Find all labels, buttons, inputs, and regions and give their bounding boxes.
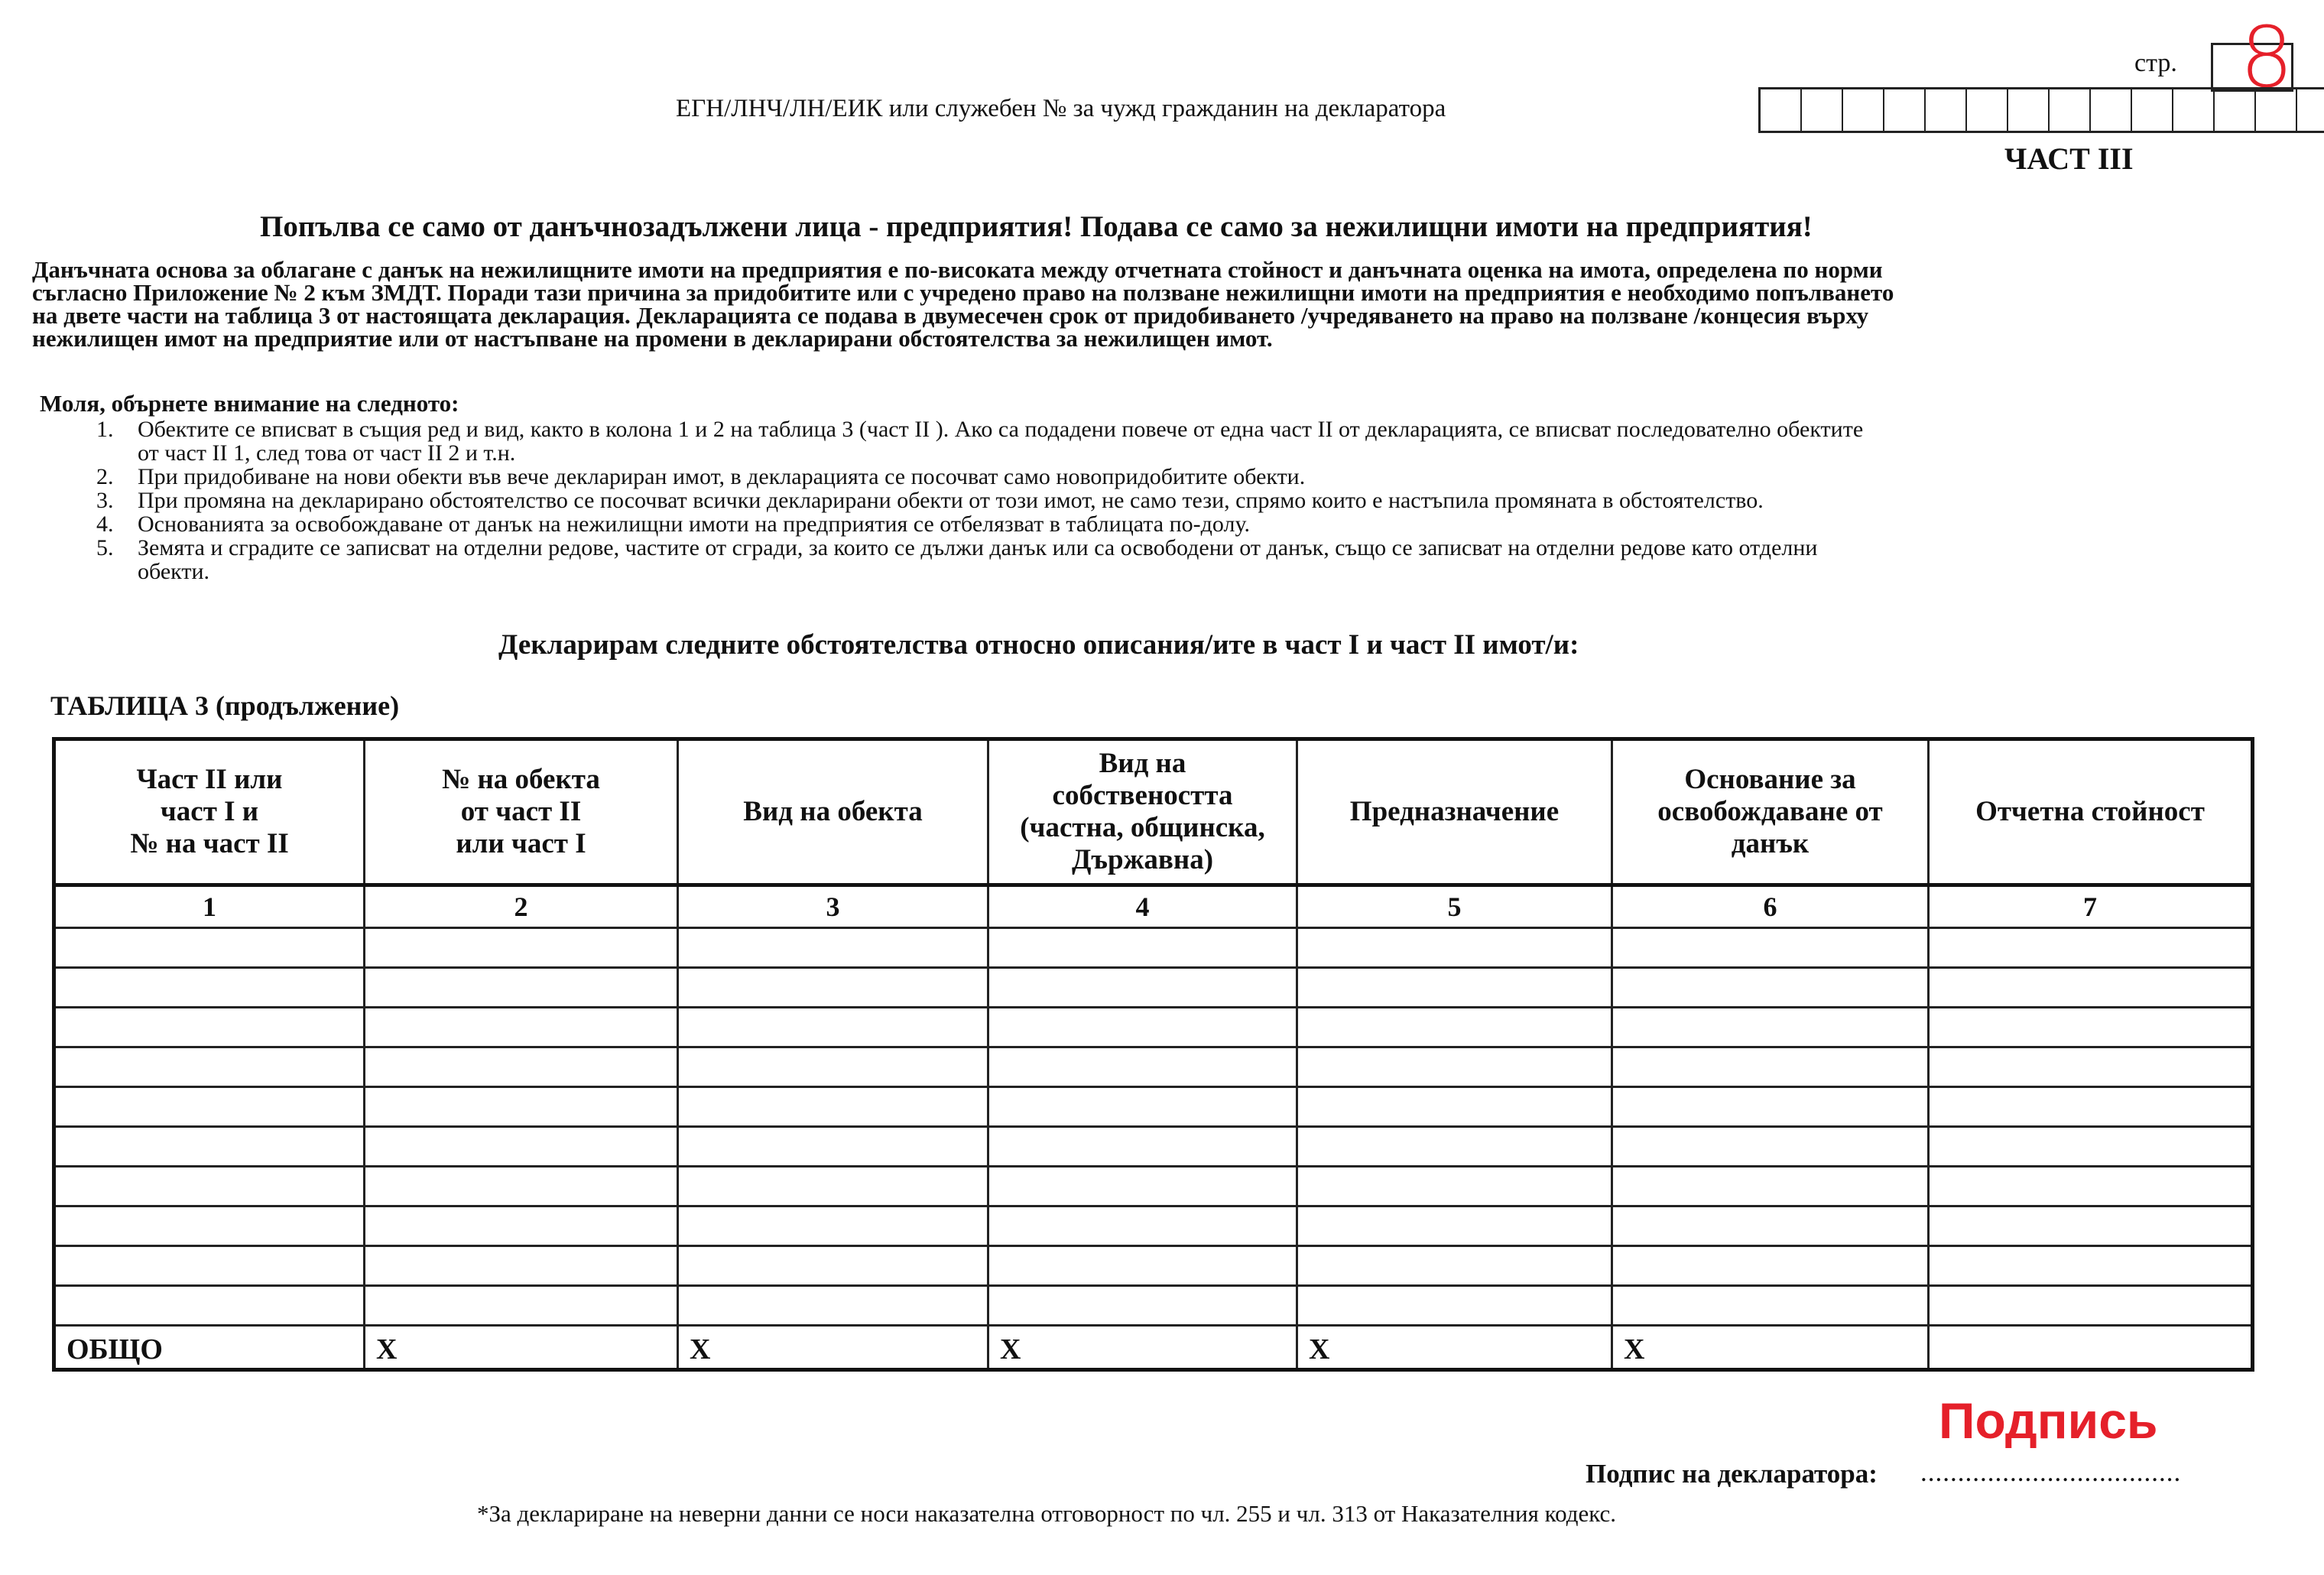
column-number: 2 <box>365 885 678 928</box>
table-cell[interactable] <box>54 1087 365 1127</box>
signature-label: Подпис на декларатора: <box>1586 1459 1878 1489</box>
table-cell[interactable] <box>988 1246 1297 1286</box>
id-digit-box[interactable] <box>2091 89 2132 131</box>
table-cell[interactable] <box>678 1246 988 1286</box>
signature-red-label: Подпись <box>1939 1392 2158 1449</box>
notice-item-number: 5. <box>96 535 114 560</box>
total-cell[interactable]: X <box>1612 1326 1929 1370</box>
table-cell[interactable] <box>988 928 1297 968</box>
id-number-boxes[interactable] <box>1758 87 2324 133</box>
table-cell[interactable] <box>54 1127 365 1167</box>
notice-item <box>96 512 2298 536</box>
notice-item-text: При промяна на декларирано обстоятелство се посочват всички декларирани обекти от този имот, не само тези, спрямо които е настъпила промяната в обстоятелство. <box>138 488 1764 513</box>
table-cell[interactable] <box>1612 1286 1929 1326</box>
column-header-5: Предназначение <box>1297 739 1612 885</box>
table-cell[interactable] <box>988 1087 1297 1127</box>
column-header-2: № на обекта от част II или част I <box>365 739 678 885</box>
table-cell[interactable] <box>1929 1246 2253 1286</box>
table-cell[interactable] <box>365 1127 678 1167</box>
table-cell[interactable] <box>1297 1167 1612 1206</box>
table-cell[interactable] <box>1297 1206 1612 1246</box>
column-header-3: Вид на обекта <box>678 739 988 885</box>
id-digit-box[interactable] <box>2173 89 2215 131</box>
table-cell[interactable] <box>1297 1087 1612 1127</box>
table-cell[interactable] <box>678 928 988 968</box>
table-3 <box>52 737 2254 1372</box>
table-cell[interactable] <box>1297 1286 1612 1326</box>
table-row <box>54 1206 2253 1246</box>
table-cell[interactable] <box>1929 928 2253 968</box>
notice-item <box>96 417 2298 465</box>
table-row <box>54 1127 2253 1167</box>
table-cell[interactable] <box>678 1286 988 1326</box>
table-cell[interactable] <box>1929 1206 2253 1246</box>
notice-item-number: 1. <box>96 417 114 442</box>
id-caption: ЕГН/ЛНЧ/ЛН/ЕИК или служебен № за чужд гражданин на декларатора <box>676 95 1446 122</box>
table-row <box>54 1286 2253 1326</box>
table-cell[interactable] <box>1929 1087 2253 1127</box>
column-number-row <box>54 885 2253 928</box>
table-cell[interactable] <box>678 968 988 1008</box>
total-cell[interactable]: X <box>988 1326 1297 1370</box>
table-row <box>54 1008 2253 1047</box>
notice-item <box>96 465 2298 489</box>
total-cell[interactable] <box>1929 1326 2253 1370</box>
table-cell[interactable] <box>1929 1127 2253 1167</box>
table-cell[interactable] <box>54 1008 365 1047</box>
intro-line: Данъчната основа за облагане с данък на нежилищните имоти на предприятия е по-високата между отчетната стойност и данъчната оценка на имота, определена по норми <box>32 256 1883 283</box>
id-digit-box[interactable] <box>1843 89 1884 131</box>
table-cell[interactable] <box>54 1206 365 1246</box>
id-digit-box[interactable] <box>1802 89 1843 131</box>
part-label: ЧАСТ III <box>2004 141 2134 176</box>
table-cell[interactable] <box>678 1047 988 1087</box>
table-cell[interactable] <box>54 1286 365 1326</box>
table-cell[interactable] <box>1612 1008 1929 1047</box>
table-cell[interactable] <box>1612 1246 1929 1286</box>
column-header-4: Вид на собствеността (частна, общинска, Държавна) <box>988 739 1297 885</box>
table-cell[interactable] <box>365 1008 678 1047</box>
table-cell[interactable] <box>365 1047 678 1087</box>
table-cell[interactable] <box>988 1167 1297 1206</box>
table-cell[interactable] <box>1612 1087 1929 1127</box>
notice-item-number: 2. <box>96 464 114 489</box>
total-cell[interactable]: X <box>1297 1326 1612 1370</box>
notice-item-text: Обектите се вписват в същия ред и вид, както в колона 1 и 2 на таблица 3 (част II ). Ако са подадени повече от една част II от декларацията, се вписват последователно обектите от част II 1, след това от част II 2 и т.н. <box>138 417 1864 466</box>
column-header-7: Отчетна стойност <box>1929 739 2253 885</box>
notice-item <box>96 489 2298 512</box>
column-number: 4 <box>988 885 1297 928</box>
table-cell[interactable] <box>54 968 365 1008</box>
table-cell[interactable] <box>988 1206 1297 1246</box>
column-number: 6 <box>1612 885 1929 928</box>
table-cell[interactable] <box>678 1167 988 1206</box>
table-cell[interactable] <box>54 928 365 968</box>
signature-field[interactable]: ................................... <box>1920 1457 2182 1487</box>
id-digit-box[interactable] <box>2215 89 2256 131</box>
table-title: ТАБЛИЦА 3 (продължение) <box>50 690 400 721</box>
page-number: 8 <box>2240 8 2293 106</box>
table-cell[interactable] <box>365 1087 678 1127</box>
column-number: 5 <box>1297 885 1612 928</box>
table-cell[interactable] <box>1612 1167 1929 1206</box>
table-cell[interactable] <box>988 1127 1297 1167</box>
table-cell[interactable] <box>54 1167 365 1206</box>
table-cell[interactable] <box>365 968 678 1008</box>
id-digit-box[interactable] <box>1884 89 1926 131</box>
table-cell[interactable] <box>1929 968 2253 1008</box>
table-cell[interactable] <box>365 1246 678 1286</box>
table-cell[interactable] <box>1612 968 1929 1008</box>
table-row <box>54 1246 2253 1286</box>
total-cell[interactable]: X <box>365 1326 678 1370</box>
table-header-row <box>54 739 2253 885</box>
table-cell[interactable] <box>1612 1127 1929 1167</box>
table-cell[interactable] <box>1929 1167 2253 1206</box>
notice-title: Моля, обърнете внимание на следното: <box>40 390 459 417</box>
notice-item <box>96 536 2298 583</box>
table-cell[interactable] <box>1612 1047 1929 1087</box>
id-digit-box[interactable] <box>1761 89 1802 131</box>
notice-item-text: При придобиване на нови обекти във вече деклариран имот, в декларацията се посочват само новопридобитите обекти. <box>138 464 1306 489</box>
notice-item-number: 4. <box>96 511 114 537</box>
column-number: 3 <box>678 885 988 928</box>
table-cell[interactable] <box>365 1286 678 1326</box>
table-row <box>54 968 2253 1008</box>
table-cell[interactable] <box>988 1286 1297 1326</box>
intro-line: нежилищен имот на предприятие или от настъпване на промени в декларирани обстоятелства за нежилищен имот. <box>32 325 1273 352</box>
notice-list <box>96 417 2298 583</box>
table-cell[interactable] <box>678 1127 988 1167</box>
table-cell[interactable] <box>365 1206 678 1246</box>
id-digit-box[interactable] <box>2050 89 2091 131</box>
table-cell[interactable] <box>678 1008 988 1047</box>
table-row <box>54 1167 2253 1206</box>
table-cell[interactable] <box>1297 968 1612 1008</box>
table-cell[interactable] <box>988 1008 1297 1047</box>
notice-item-number: 3. <box>96 488 114 513</box>
table-cell[interactable] <box>1297 1008 1612 1047</box>
table-cell[interactable] <box>1297 1246 1612 1286</box>
id-digit-box[interactable] <box>1926 89 1967 131</box>
table-cell[interactable] <box>678 1206 988 1246</box>
intro-line: съгласно Приложение № 2 към ЗМДТ. Поради тази причина за придобитите или с учредено право на ползване нежилищни имоти на предприятия е необходимо попълването <box>32 279 1894 306</box>
total-row <box>54 1326 2253 1370</box>
table-cell[interactable] <box>1612 1206 1929 1246</box>
notice-item-text: Основанията за освобождаване от данък на нежилищни имоти на предприятия се отбелязват в таблицата по-долу. <box>138 511 1250 537</box>
column-header-6: Основание за освобождаване от данък <box>1612 739 1929 885</box>
page-label: стр. <box>2134 49 2177 77</box>
table-cell[interactable] <box>54 1246 365 1286</box>
column-number: 7 <box>1929 885 2253 928</box>
table-row <box>54 1047 2253 1087</box>
id-digit-box[interactable] <box>2132 89 2173 131</box>
id-digit-box[interactable] <box>2297 89 2324 131</box>
intro-line: на двете части на таблица 3 от настоящата декларация. Декларацията се подава в двумесечен срок от придобиването /учредяването на право на ползване /концесия върху <box>32 302 1869 329</box>
id-digit-box[interactable] <box>2008 89 2050 131</box>
id-digit-box[interactable] <box>2256 89 2297 131</box>
table-cell[interactable] <box>1929 1008 2253 1047</box>
table-cell[interactable] <box>54 1047 365 1087</box>
declare-heading: Декларирам следните обстоятелства относно описания/ите в част I и част II имот/и: <box>498 629 1579 661</box>
table-cell[interactable] <box>988 968 1297 1008</box>
id-digit-box[interactable] <box>1967 89 2008 131</box>
footnote: *За деклариране на неверни данни се носи наказателна отговорност по чл. 255 и чл. 313 от Наказателния кодекс. <box>477 1500 1617 1527</box>
intro-paragraph <box>32 258 2295 350</box>
notice-item-text: Земята и сградите се записват на отделни редове, частите от сгради, за които се дължи данък или са освободени от данък, също се записват на отделни редове като отделни обекти. <box>138 535 1818 584</box>
column-number: 1 <box>54 885 365 928</box>
table-cell[interactable] <box>1929 1047 2253 1087</box>
table-cell[interactable] <box>1297 1047 1612 1087</box>
table-row <box>54 928 2253 968</box>
table-cell[interactable] <box>1929 1286 2253 1326</box>
table-row <box>54 1087 2253 1127</box>
total-cell[interactable]: X <box>678 1326 988 1370</box>
column-header-1: Част II или част I и № на част II <box>54 739 365 885</box>
table-cell[interactable] <box>1612 928 1929 968</box>
table-cell[interactable] <box>1297 928 1612 968</box>
table-cell[interactable] <box>988 1047 1297 1087</box>
total-label: ОБЩО <box>54 1326 365 1370</box>
table-cell[interactable] <box>1297 1127 1612 1167</box>
table-cell[interactable] <box>365 1167 678 1206</box>
table-cell[interactable] <box>678 1087 988 1127</box>
table-cell[interactable] <box>365 928 678 968</box>
main-heading: Попълва се само от данъчнозадължени лица - предприятия! Подава се само за нежилищни имоти на предприятия! <box>260 210 1813 243</box>
